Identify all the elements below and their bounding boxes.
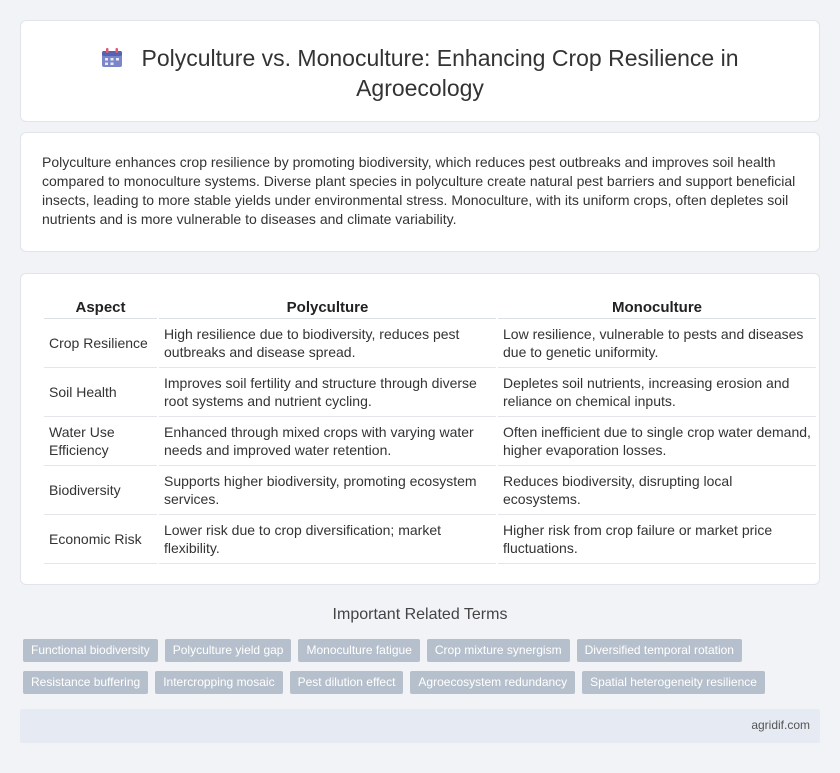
header-monoculture: Monoculture [498, 296, 816, 319]
tag-crop-mixture-synergism[interactable]: Crop mixture synergism [427, 639, 570, 662]
table-row [44, 368, 816, 417]
polyculture-cell: Supports higher biodiversity, promoting ecosystem services. [159, 466, 496, 515]
tag-pest-dilution-effect[interactable]: Pest dilution effect [290, 671, 404, 694]
footer [20, 709, 820, 743]
monoculture-cell: Often inefficient due to single crop water demand, higher evaporation losses. [498, 417, 816, 466]
tag-agroecosystem-redundancy[interactable]: Agroecosystem redundancy [410, 671, 575, 694]
title-line-1: Polyculture vs. Monoculture: Enhancing Crop Resilience in [141, 45, 739, 71]
aspect-cell: Water Use Efficiency [44, 417, 157, 466]
tag-row-2 [23, 671, 783, 694]
header-polyculture: Polyculture [159, 296, 496, 319]
comparison-card [20, 273, 820, 585]
title-line-2: Agroecology [356, 75, 484, 101]
tag-polyculture-yield-gap[interactable]: Polyculture yield gap [165, 639, 292, 662]
tag-diversified-temporal-rotation[interactable]: Diversified temporal rotation [577, 639, 742, 662]
tag-resistance-buffering[interactable]: Resistance buffering [23, 671, 148, 694]
monoculture-cell: Depletes soil nutrients, increasing erosion and reliance on chemical inputs. [498, 368, 816, 417]
title-card [20, 20, 820, 122]
tag-spatial-heterogeneity-resilience[interactable]: Spatial heterogeneity resilience [582, 671, 765, 694]
aspect-cell: Crop Resilience [44, 319, 157, 368]
monoculture-cell: Higher risk from crop failure or market price fluctuations. [498, 515, 816, 564]
calendar-icon [101, 48, 123, 68]
table-header-row [44, 296, 816, 319]
comparison-table [42, 296, 818, 564]
header-aspect: Aspect [44, 296, 157, 319]
aspect-cell: Soil Health [44, 368, 157, 417]
table-row [44, 466, 816, 515]
monoculture-cell: Reduces biodiversity, disrupting local ecosystems. [498, 466, 816, 515]
related-terms-title: Important Related Terms [332, 606, 508, 623]
aspect-cell: Economic Risk [44, 515, 157, 564]
polyculture-cell: Lower risk due to crop diversification; market flexibility. [159, 515, 496, 564]
table-row [44, 417, 816, 466]
tag-functional-biodiversity[interactable]: Functional biodiversity [23, 639, 158, 662]
aspect-cell: Biodiversity [44, 466, 157, 515]
tag-intercropping-mosaic[interactable]: Intercropping mosaic [155, 671, 282, 694]
monoculture-cell: Low resilience, vulnerable to pests and diseases due to genetic uniformity. [498, 319, 816, 368]
related-terms-tags [23, 639, 783, 703]
intro-card [20, 132, 820, 252]
intro-paragraph: Polyculture enhances crop resilience by promoting biodiversity, which reduces pest outbreaks and improves soil health compared to monoculture systems. Diverse plant species in polyculture create natural pest barriers and support beneficial insects, leading to more stable yields under environmental stress. Monoculture, with its uniform crops, often depletes soil nutrients and is more vulnerable to diseases and climate variability. [42, 154, 796, 227]
footer-site-link[interactable]: agridif.com [751, 718, 810, 732]
polyculture-cell: Improves soil fertility and structure through diverse root systems and nutrient cycling. [159, 368, 496, 417]
page-title [21, 43, 819, 103]
tag-row-1 [23, 639, 783, 662]
polyculture-cell: Enhanced through mixed crops with varying water needs and improved water retention. [159, 417, 496, 466]
tag-monoculture-fatigue[interactable]: Monoculture fatigue [298, 639, 419, 662]
table-row [44, 515, 816, 564]
polyculture-cell: High resilience due to biodiversity, reduces pest outbreaks and disease spread. [159, 319, 496, 368]
table-row [44, 319, 816, 368]
